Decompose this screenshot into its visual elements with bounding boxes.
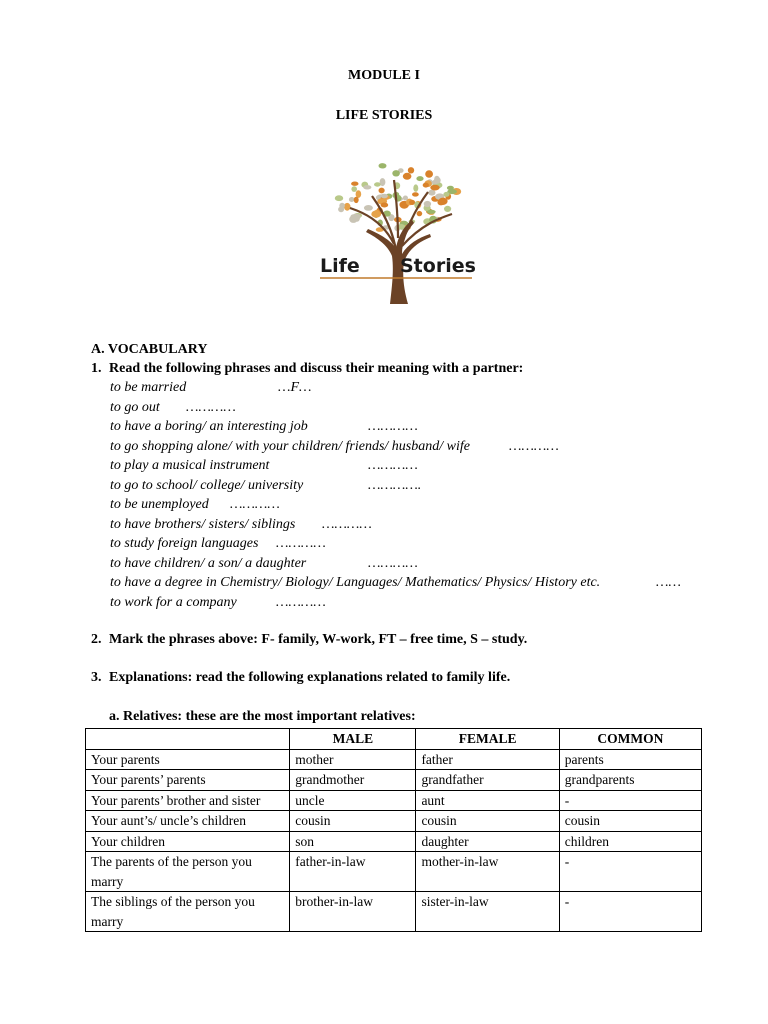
table-cell: - xyxy=(559,852,701,892)
table-row xyxy=(86,749,702,770)
tree-leaf xyxy=(371,211,381,218)
table-cell: cousin xyxy=(559,811,701,832)
phrase-item: to have brothers/ sisters/ siblings ………… xyxy=(110,516,372,532)
table-row xyxy=(86,892,702,932)
exercise-3-text: Explanations: read the following explanations related to family life. xyxy=(109,670,511,685)
phrase-answer[interactable]: ………… xyxy=(186,399,236,415)
table-cell: - xyxy=(559,790,701,811)
table-cell: sister-in-law xyxy=(416,892,559,932)
tree-leaf xyxy=(381,203,389,208)
tree-leaf xyxy=(379,188,385,194)
relatives-subheading: a. Relatives: these are the most important relatives: xyxy=(109,709,416,724)
tree-leaf xyxy=(344,203,351,211)
tree-leaf xyxy=(425,170,433,178)
phrase-item: to go shopping alone/ with your children/ friends/ husband/ wife ………… xyxy=(110,438,559,454)
exercise-2-text: Mark the phrases above: F- family, W-work, FT – free time, S – study. xyxy=(109,632,528,647)
tree-leaf xyxy=(339,203,345,209)
tree-leaf xyxy=(413,184,418,191)
tree-leaf xyxy=(363,185,371,189)
table-cell: daughter xyxy=(416,831,559,852)
tree-leaf xyxy=(403,196,408,201)
table-cell: Your children xyxy=(86,831,290,852)
table-cell: Your parents’ parents xyxy=(86,770,290,791)
table-cell: children xyxy=(559,831,701,852)
exercise-2 xyxy=(91,632,527,648)
phrase-answer[interactable]: ………… xyxy=(276,594,326,610)
tree-leaf xyxy=(392,170,400,176)
phrase-item: to be married …F… xyxy=(110,380,312,395)
table-cell: grandmother xyxy=(290,770,416,791)
table-cell: grandfather xyxy=(416,770,559,791)
phrase-answer[interactable]: …………. xyxy=(368,477,422,493)
phrase-answer[interactable]: …F… xyxy=(278,380,312,395)
table-cell: - xyxy=(559,892,701,932)
table-cell: uncle xyxy=(290,790,416,811)
phrase-item: to play a musical instrument ………… xyxy=(110,458,418,473)
table-row xyxy=(86,790,702,811)
tree-leaf xyxy=(351,182,358,186)
exercise-1 xyxy=(91,361,523,377)
table-cell: Your parents’ brother and sister xyxy=(86,790,290,811)
table-header-female: FEMALE xyxy=(416,729,559,750)
life-stories-logo xyxy=(312,158,482,306)
table-cell: cousin xyxy=(290,811,416,832)
tree-leaf xyxy=(381,194,388,199)
exercise-2-number: 2. xyxy=(91,632,102,647)
phrase-item: to be unemployed ………… xyxy=(110,497,280,512)
table-row xyxy=(86,770,702,791)
phrase-item: to have children/ a son/ a daughter ………… xyxy=(110,555,418,571)
phrase-item: to work for a company ………… xyxy=(110,594,326,610)
phrase-answer[interactable]: ………… xyxy=(368,458,418,473)
exercise-3 xyxy=(91,670,510,686)
table-cell: The parents of the person you marry xyxy=(86,852,290,892)
relatives-table xyxy=(85,728,702,932)
logo-word-life: Life xyxy=(320,255,360,277)
tree-leaf xyxy=(335,195,343,201)
phrase-item: to go to school/ college/ university …………. xyxy=(110,477,422,493)
tree-leaf xyxy=(424,201,431,207)
tree-leaf xyxy=(409,200,415,205)
tree-leaf xyxy=(437,199,444,205)
table-cell: father-in-law xyxy=(290,852,416,892)
table-cell: parents xyxy=(559,749,701,770)
tree-leaf xyxy=(408,167,414,173)
phrase-answer[interactable]: ………… xyxy=(509,438,559,454)
tree-leaf xyxy=(428,190,435,196)
table-cell: Your aunt’s/ uncle’s children xyxy=(86,811,290,832)
tree-leaf xyxy=(417,211,423,216)
tree-leaf xyxy=(354,215,360,222)
table-cell: mother-in-law xyxy=(416,852,559,892)
tree-leaf xyxy=(374,182,381,186)
table-cell: aunt xyxy=(416,790,559,811)
tree-leaf xyxy=(403,173,412,180)
module-label: MODULE I xyxy=(348,68,420,83)
phrase-answer[interactable]: ………… xyxy=(230,497,280,512)
table-cell: The siblings of the person you marry xyxy=(86,892,290,932)
tree-leaf xyxy=(423,183,429,188)
tree-leaf xyxy=(443,192,449,197)
tree-leaf xyxy=(444,206,451,212)
tree-leaf xyxy=(434,177,441,184)
table-row xyxy=(86,852,702,892)
phrase-answer[interactable]: ………… xyxy=(322,516,372,532)
table-cell: son xyxy=(290,831,416,852)
phrase-item: to have a boring/ an interesting job ………… xyxy=(110,419,418,434)
table-row xyxy=(86,831,702,852)
exercise-1-text: Read the following phrases and discuss their meaning with a partner: xyxy=(109,361,524,376)
phrase-answer[interactable]: …… xyxy=(656,575,681,590)
table-cell: cousin xyxy=(416,811,559,832)
table-cell: father xyxy=(416,749,559,770)
phrase-item: to have a degree in Chemistry/ Biology/ Languages/ Mathematics/ Physics/ History etc. …… xyxy=(110,575,681,590)
table-cell: Your parents xyxy=(86,749,290,770)
phrase-answer[interactable]: ………… xyxy=(368,419,418,434)
phrase-item: to study foreign languages ………… xyxy=(110,536,326,551)
table-header-common: COMMON xyxy=(559,729,701,750)
tree-leaf xyxy=(430,185,439,191)
page-title: LIFE STORIES xyxy=(335,108,433,123)
table-header-male: MALE xyxy=(290,729,416,750)
table-cell: grandparents xyxy=(559,770,701,791)
tree-leaf xyxy=(354,197,359,203)
tree-leaf xyxy=(349,197,355,202)
tree-leaf xyxy=(416,176,423,181)
logo-word-stories: Stories xyxy=(400,255,476,277)
table-cell: mother xyxy=(290,749,416,770)
table-row xyxy=(86,811,702,832)
section-heading-vocabulary: A. VOCABULARY xyxy=(91,342,208,357)
phrase-answer[interactable]: ………… xyxy=(276,536,326,551)
tree-leaf xyxy=(379,163,387,168)
table-header-row xyxy=(86,729,702,750)
table-header-cell xyxy=(86,729,290,750)
table-cell: brother-in-law xyxy=(290,892,416,932)
tree-leaf xyxy=(351,186,357,192)
tree-leaf xyxy=(427,210,436,214)
exercise-1-number: 1. xyxy=(91,361,102,376)
tree-leaf xyxy=(412,192,419,196)
exercise-3-number: 3. xyxy=(91,670,102,685)
phrase-answer[interactable]: ………… xyxy=(368,555,418,571)
tree-leaf xyxy=(364,205,373,211)
phrase-item: to go out ………… xyxy=(110,399,236,415)
